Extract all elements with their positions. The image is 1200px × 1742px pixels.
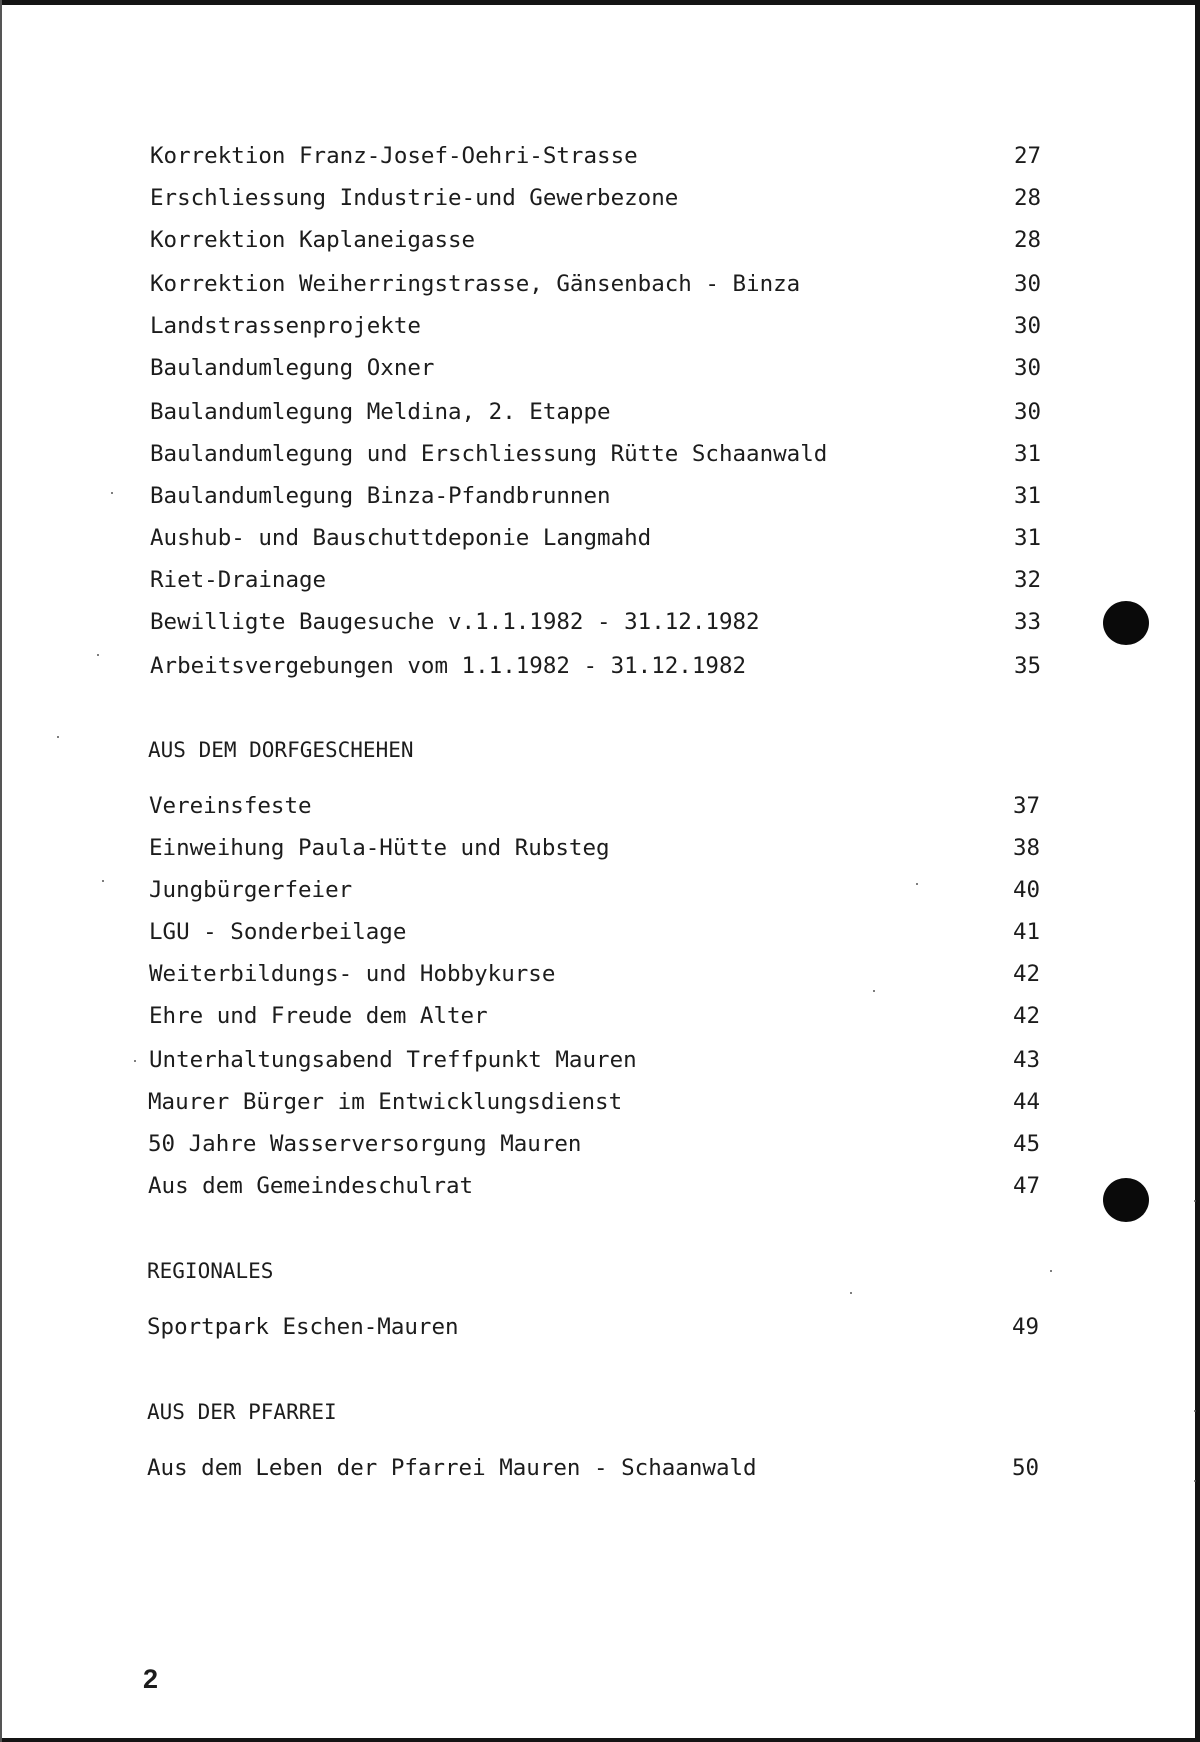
toc-row [0,437,1200,471]
scan-speck [1194,1410,1196,1412]
toc-entry-title: Baulandumlegung und Erschliessung Rütte Schaanwald [150,441,828,467]
toc-entry-title: Weiterbildungs- und Hobbykurse [149,961,556,987]
toc-row [0,957,1200,991]
toc-row [0,605,1200,639]
toc-entry-page: 43 [1013,1047,1041,1073]
toc-row [0,351,1200,385]
toc-row [0,1043,1200,1077]
section-heading: REGIONALES [147,1259,274,1283]
toc-entry-title: LGU - Sonderbeilage [149,919,407,945]
toc-entry-title: Erschliessung Industrie-und Gewerbezone [150,185,679,211]
punch-hole [1103,601,1149,645]
toc-entry-page: 41 [1013,919,1041,945]
toc-entry-title: Einweihung Paula-Hütte und Rubsteg [149,835,610,861]
toc-entry-title: Ehre und Freude dem Alter [149,1003,488,1029]
toc-row [0,521,1200,555]
toc-entry-title: Korrektion Kaplaneigasse [150,227,476,253]
scan-speck [1194,1200,1196,1202]
toc-entry-page: 42 [1013,961,1041,987]
scan-border-bottom [0,1738,1200,1742]
section-heading: AUS DER PFARREI [147,1400,337,1424]
toc-entry-page: 31 [1014,525,1042,551]
toc-entry-title: Aus dem Gemeindeschulrat [148,1173,474,1199]
toc-entry-title: Korrektion Weiherringstrasse, Gänsenbach - Binza [150,271,801,297]
toc-row [0,649,1200,683]
toc-entry-title: Jungbürgerfeier [149,877,353,903]
toc-row [0,999,1200,1033]
toc-row [0,831,1200,865]
toc-entry-page: 30 [1014,313,1042,339]
scan-speck [1050,1270,1052,1272]
toc-row [0,789,1200,823]
toc-entry-page: 40 [1013,877,1041,903]
punch-hole [1103,1178,1149,1222]
toc-row [0,139,1200,173]
toc-entry-title: Riet-Drainage [150,567,327,593]
scan-speck [57,736,59,738]
toc-entry-title: Aus dem Leben der Pfarrei Mauren - Schaanwald [147,1455,757,1481]
toc-entry-title: Sportpark Eschen-Mauren [147,1314,459,1340]
toc-entry-page: 30 [1014,399,1042,425]
scan-speck [873,990,875,992]
toc-entry-page: 38 [1013,835,1041,861]
scan-speck [850,1292,852,1294]
toc-row [0,395,1200,429]
toc-entry-page: 50 [1012,1455,1040,1481]
toc-entry-page: 45 [1013,1131,1041,1157]
toc-entry-page: 31 [1014,441,1042,467]
toc-entry-title: Maurer Bürger im Entwicklungsdienst [148,1089,623,1115]
toc-entry-page: 37 [1013,793,1041,819]
toc-entry-title: Unterhaltungsabend Treffpunkt Mauren [149,1047,637,1073]
toc-entry-title: 50 Jahre Wasserversorgung Mauren [148,1131,582,1157]
page-number: 2 [143,1664,159,1694]
toc-entry-page: 28 [1014,227,1042,253]
toc-entry-page: 32 [1014,567,1042,593]
toc-row [0,267,1200,301]
toc-entry-page: 35 [1014,653,1042,679]
section-heading: AUS DEM DORFGESCHEHEN [148,738,414,762]
scan-border-top [0,0,1200,5]
toc-row [0,479,1200,513]
scan-speck [134,1060,136,1062]
toc-entry-title: Vereinsfeste [149,793,312,819]
toc-entry-page: 31 [1014,483,1042,509]
toc-row [0,915,1200,949]
toc-entry-page: 42 [1013,1003,1041,1029]
toc-entry-title: Baulandumlegung Oxner [150,355,435,381]
toc-entry-title: Arbeitsvergebungen vom 1.1.1982 - 31.12.1982 [150,653,747,679]
toc-entry-title: Aushub- und Bauschuttdeponie Langmahd [150,525,652,551]
toc-entry-page: 30 [1014,355,1042,381]
toc-row [0,309,1200,343]
toc-entry-page: 49 [1012,1314,1040,1340]
toc-row [0,1310,1200,1344]
toc-entry-title: Korrektion Franz-Josef-Oehri-Strasse [150,143,638,169]
toc-row [0,1451,1200,1485]
toc-row [0,1169,1200,1203]
toc-entry-page: 44 [1013,1089,1041,1115]
toc-row [0,1085,1200,1119]
toc-row [0,563,1200,597]
toc-entry-title: Landstrassenprojekte [150,313,421,339]
toc-row [0,1127,1200,1161]
toc-entry-page: 28 [1014,185,1042,211]
scan-speck [97,654,99,656]
scan-speck [1194,1480,1196,1482]
toc-entry-page: 30 [1014,271,1042,297]
toc-entry-title: Baulandumlegung Binza-Pfandbrunnen [150,483,611,509]
toc-entry-title: Baulandumlegung Meldina, 2. Etappe [150,399,611,425]
toc-row [0,223,1200,257]
toc-entry-page: 33 [1014,609,1042,635]
toc-entry-title: Bewilligte Baugesuche v.1.1.1982 - 31.12.1982 [150,609,760,635]
toc-entry-page: 47 [1013,1173,1041,1199]
toc-row [0,181,1200,215]
scan-speck [916,883,918,885]
scan-speck [111,492,113,494]
scan-speck [102,880,104,882]
toc-row [0,873,1200,907]
toc-entry-page: 27 [1014,143,1042,169]
